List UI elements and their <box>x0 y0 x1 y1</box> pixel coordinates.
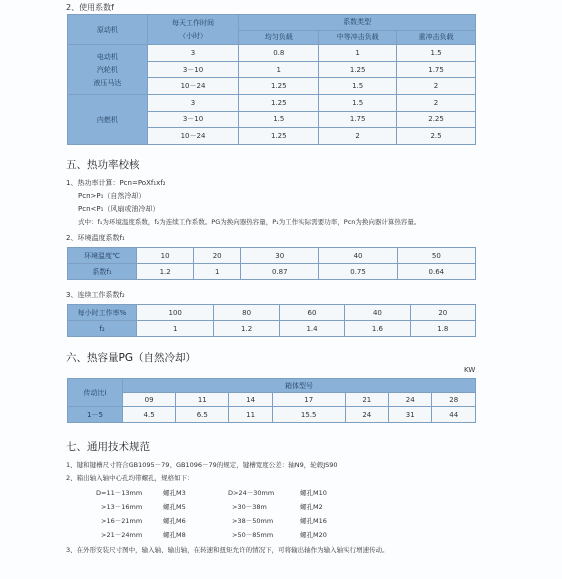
table-cell: 2 <box>397 78 476 95</box>
table-cell: 28 <box>432 393 476 407</box>
table-cell: 80 <box>214 305 279 321</box>
spec-line-speedup: 3、在外形安装尺寸图中，输入轴、输出轴，在转速和扭矩允许的情况下，可将输出轴作为输入轴实行增速传动。 <box>66 546 389 554</box>
table-cell: 1 <box>239 61 319 78</box>
section-title-heat-capacity: 六、热容量PG（自然冷却） <box>66 352 196 364</box>
spec-size: >38－50mm <box>232 517 274 525</box>
table-cell: 2.5 <box>397 128 476 145</box>
table-cell: 20 <box>410 305 475 321</box>
spec-thread: 螺孔M6 <box>163 517 186 525</box>
spec-size: >16－21mm <box>101 517 143 525</box>
table-cell: 1.25 <box>239 128 319 145</box>
row-group-motor: 电动机 汽轮机 液压马达 <box>68 45 148 95</box>
table-cell: 60 <box>279 305 344 321</box>
header-medium-shock-load: 中等冲击负载 <box>319 30 397 45</box>
table-cell: 4.5 <box>123 407 176 423</box>
table-cell: 3 <box>147 95 239 112</box>
header-ambient-factor: 系数f₁ <box>68 264 137 280</box>
header-duty-factor: f₂ <box>68 321 137 337</box>
header-uniform-load: 均匀负载 <box>239 30 319 45</box>
table-cell: 0.64 <box>397 264 475 280</box>
header-box-model: 箱体型号 <box>123 379 476 393</box>
section-title-usage-factor: 2、使用系数f <box>66 3 114 12</box>
table-cell: 1 <box>137 321 214 337</box>
spec-thread: 螺孔M20 <box>300 531 327 539</box>
table-cell: 0.75 <box>319 264 397 280</box>
table-cell: 09 <box>123 393 176 407</box>
table-cell: 1.4 <box>279 321 344 337</box>
header-daily-hours: 每天工作时间 （小时） <box>147 15 239 45</box>
table-cell: 1.5 <box>239 111 319 128</box>
table-cell: 44 <box>432 407 476 423</box>
table-cell: 3 <box>147 45 239 62</box>
spec-size: D>24－30mm <box>228 489 275 497</box>
row-group-engine: 内燃机 <box>68 95 148 145</box>
section-title-thermal-power: 五、热功率校核 <box>66 159 140 171</box>
duty-factor-table <box>67 304 476 337</box>
table-cell: 1.5 <box>319 95 397 112</box>
ambient-factor-table <box>67 247 476 280</box>
table-cell: 2 <box>397 95 476 112</box>
header-ratio: 传动比i <box>68 379 123 407</box>
table-cell: 10－24 <box>147 78 239 95</box>
table-cell: 3－10 <box>147 111 239 128</box>
table-cell: 3－10 <box>147 61 239 78</box>
unit-label: KW <box>464 366 476 374</box>
thermal-formula-note: 式中：f₁为环境温度系数，f₂为连续工作系数。PG为换向器热容量，P₁为工作实际需要功率，Pcn为换向器计算热容量。 <box>78 218 421 226</box>
spec-thread: 螺孔M5 <box>163 503 186 511</box>
table-cell: 1.25 <box>239 95 319 112</box>
table-cell: 1.8 <box>410 321 475 337</box>
header-factor-type: 系数类型 <box>239 15 476 31</box>
spec-size: >50－85mm <box>232 531 274 539</box>
table-cell: 17 <box>272 393 345 407</box>
spec-line-keys: 1、键和键槽尺寸符合GB1095－79、GB1096－79的规定，键槽宽度公差：轴N9，轮毂JS90 <box>66 461 338 469</box>
table-cell: 1.2 <box>137 264 194 280</box>
thermal-condition-natural: Pcn>P₁（自然冷却） <box>78 192 146 200</box>
table-cell: 1 <box>319 45 397 62</box>
table-cell: 40 <box>319 248 397 264</box>
table-cell: 1.75 <box>319 111 397 128</box>
thermal-formula-line: 1、热功率计算：Pcn=PoXf₁xf₂ <box>66 179 166 187</box>
table-cell: 10－24 <box>147 128 239 145</box>
spec-thread: 螺孔M10 <box>300 489 327 497</box>
table-cell: 1.75 <box>397 61 476 78</box>
spec-thread: 螺孔M3 <box>163 489 186 497</box>
table-cell: 10 <box>137 248 194 264</box>
table-cell: 1.25 <box>319 61 397 78</box>
table-cell: 21 <box>345 393 388 407</box>
spec-size: >21－24mm <box>101 531 143 539</box>
ambient-factor-title: 2、环境温度系数f₁ <box>66 234 125 242</box>
table-cell: 2.25 <box>397 111 476 128</box>
table-cell: 50 <box>397 248 475 264</box>
table-cell: 31 <box>389 407 432 423</box>
table-cell: 24 <box>345 407 388 423</box>
table-cell: 1.5 <box>397 45 476 62</box>
header-heavy-shock-load: 重冲击负载 <box>397 30 476 45</box>
spec-thread: 螺孔M2 <box>300 503 323 511</box>
table-cell: 15.5 <box>272 407 345 423</box>
table-cell: 1 <box>194 264 241 280</box>
table-cell: 14 <box>229 393 272 407</box>
table-cell: 1.5 <box>319 78 397 95</box>
table-cell: 0.87 <box>241 264 319 280</box>
row-label-ratio: 1－5 <box>68 407 123 423</box>
table-cell: 11 <box>229 407 272 423</box>
spec-line-center-holes: 2、箱出轴入轴中心孔均带螺孔，规格如下： <box>66 474 194 482</box>
table-cell: 30 <box>241 248 319 264</box>
table-cell: 0.8 <box>239 45 319 62</box>
table-cell: 6.5 <box>176 407 229 423</box>
table-cell: 11 <box>176 393 229 407</box>
heat-capacity-table <box>67 378 476 423</box>
spec-size: D=11－13mm <box>96 489 143 497</box>
header-ambient-temp: 环境温度℃ <box>68 248 137 264</box>
table-cell: 1.25 <box>239 78 319 95</box>
table-cell: 24 <box>389 393 432 407</box>
usage-factor-table <box>67 14 476 145</box>
table-cell: 40 <box>345 305 410 321</box>
section-title-general-spec: 七、通用技术规范 <box>66 441 150 453</box>
spec-size: >30－38m <box>232 503 267 511</box>
table-cell: 20 <box>194 248 241 264</box>
table-cell: 1.2 <box>214 321 279 337</box>
table-cell: 1.6 <box>345 321 410 337</box>
table-cell: 2 <box>319 128 397 145</box>
table-cell: 100 <box>137 305 214 321</box>
thermal-condition-fan: Pcn<P₁（风扇或油冷却） <box>78 205 160 213</box>
spec-thread: 螺孔M16 <box>300 517 327 525</box>
spec-thread: 螺孔M8 <box>163 531 186 539</box>
spec-size: >13－16mm <box>101 503 143 511</box>
header-prime-mover: 原动机 <box>68 15 148 45</box>
header-hourly-duty: 每小时工作率% <box>68 305 137 321</box>
duty-factor-title: 3、连续工作系数f₂ <box>66 291 125 299</box>
